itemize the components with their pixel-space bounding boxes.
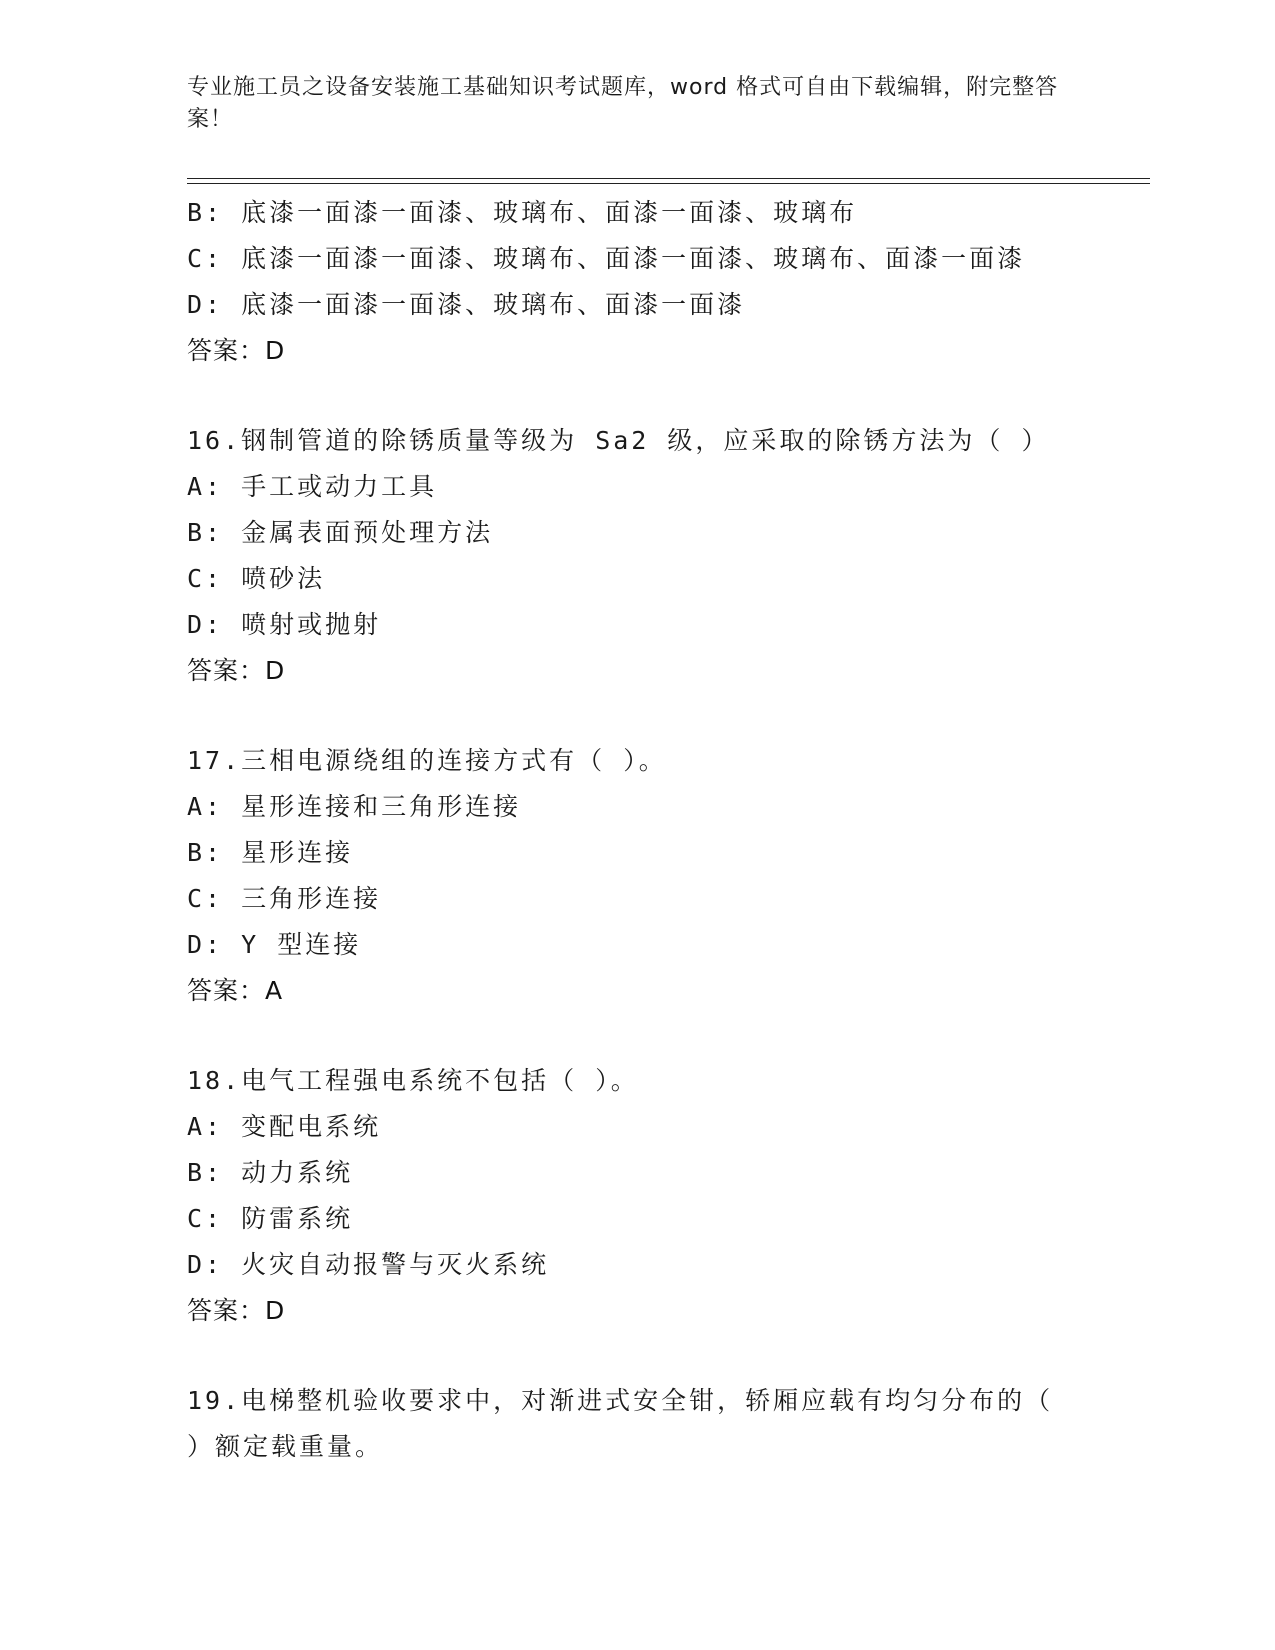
option-b: B: 动力系统 [187, 1158, 354, 1187]
option-d: D: 喷射或抛射 [187, 610, 382, 639]
header-text: 专业施工员之设备安装施工基础知识考试题库，word 格式可自由下载编辑，附完整答案！ [187, 75, 1059, 132]
option-a: A: 星形连接和三角形连接 [187, 792, 522, 821]
option-d: D: Y 型连接 [187, 930, 362, 959]
option-d: D: 火灾自动报警与灭火系统 [187, 1250, 550, 1279]
answer: 答案：A [187, 976, 284, 1005]
question-16 [187, 418, 1087, 694]
option-a: A: 变配电系统 [187, 1112, 382, 1141]
question-19 [187, 1378, 1087, 1470]
option-a: A: 手工或动力工具 [187, 472, 438, 501]
header-divider [187, 178, 1150, 184]
answer: 答案：D [187, 656, 286, 685]
question-17 [187, 738, 1087, 1014]
spacer [187, 374, 1087, 418]
answer: 答案：D [187, 336, 286, 365]
question-list [187, 190, 1087, 1470]
option-c: C: 防雷系统 [187, 1204, 354, 1233]
question-text: 18.电气工程强电系统不包括（ ）。 [187, 1066, 639, 1095]
question-text: 19.电梯整机验收要求中，对渐进式安全钳，轿厢应载有均匀分布的（ ）额定载重量。 [187, 1386, 1054, 1461]
option-d: D: 底漆一面漆一面漆、玻璃布、面漆一面漆 [187, 290, 746, 319]
spacer [187, 1014, 1087, 1058]
option-c: C: 喷砂法 [187, 564, 326, 593]
spacer [187, 1334, 1087, 1378]
spacer [187, 694, 1087, 738]
question-text: 16.钢制管道的除锈质量等级为 Sa2 级，应采取的除锈方法为（ ） [187, 426, 1050, 455]
option-c: C: 三角形连接 [187, 884, 382, 913]
question-18 [187, 1058, 1087, 1334]
option-c: C: 底漆一面漆一面漆、玻璃布、面漆一面漆、玻璃布、面漆一面漆 [187, 244, 1026, 273]
option-b: B: 星形连接 [187, 838, 354, 867]
document-header [187, 72, 1067, 136]
answer: 答案：D [187, 1296, 286, 1325]
question-15-continued [187, 190, 1087, 374]
option-b: B: 金属表面预处理方法 [187, 518, 494, 547]
option-b: B: 底漆一面漆一面漆、玻璃布、面漆一面漆、玻璃布 [187, 198, 858, 227]
question-text: 17.三相电源绕组的连接方式有（ ）。 [187, 746, 667, 775]
